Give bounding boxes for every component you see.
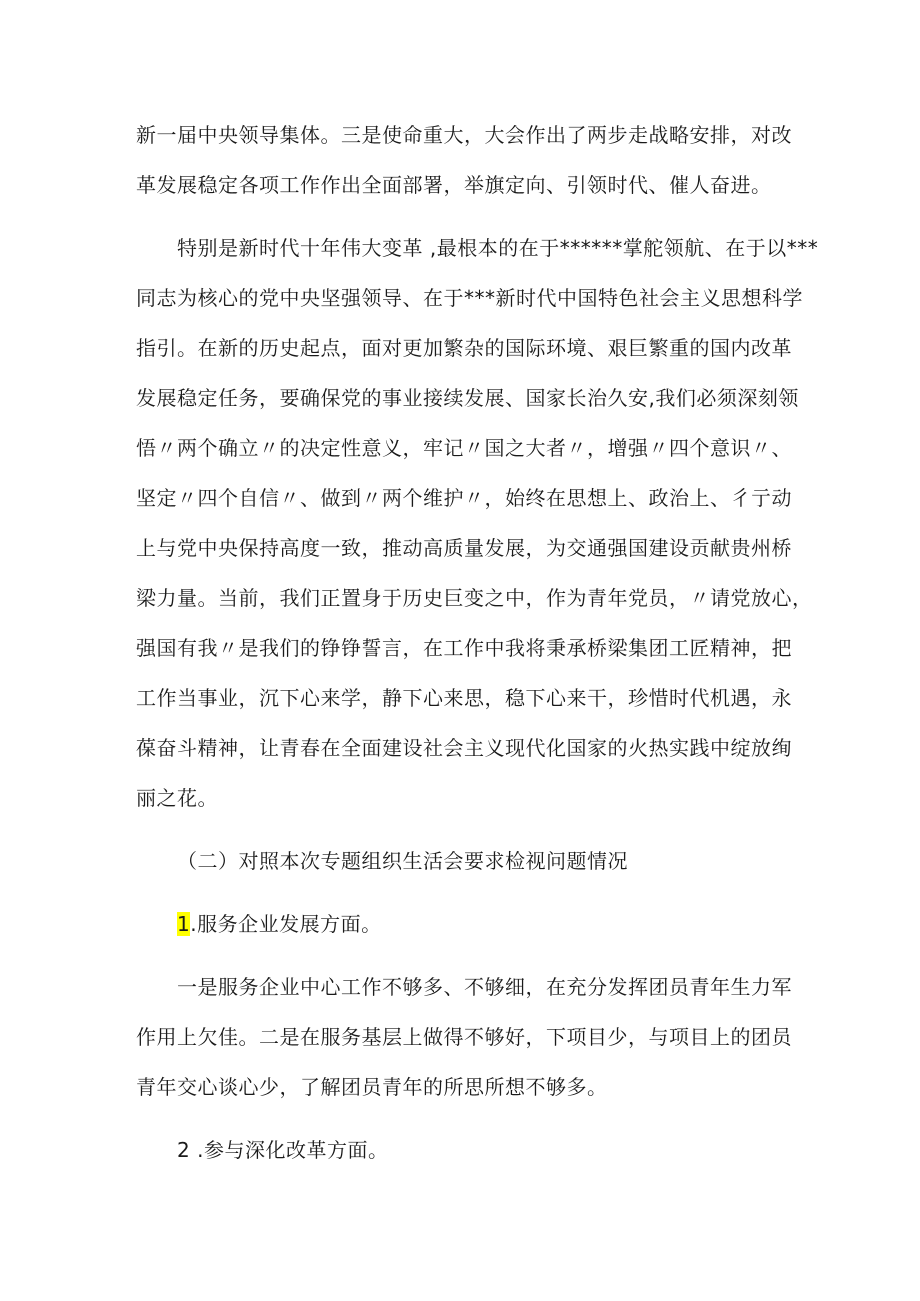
paragraph-line: 青年交心谈心少，了解团员青年的所思所想不够多。 xyxy=(136,1075,608,1099)
section-heading: （二）对照本次专题组织生活会要求检视问题情况 xyxy=(177,849,628,873)
paragraph-line: 梁力量。当前，我们正置身于历史巨变之中，作为青年党员，〃请党放心， xyxy=(136,586,813,610)
paragraph-line: 革发展稳定各项工作作出全面部署，举旗定向、引领时代、催人奋进。 xyxy=(136,173,772,197)
paragraph-line: 同志为核心的党中央坚强领导、在于***新时代中国特色社会主义思想科学 xyxy=(136,286,803,310)
paragraph-line: 葆奋斗精神，让青春在全面建设社会主义现代化国家的火热实践中绽放绚 xyxy=(136,736,792,760)
paragraph-line: 新一届中央领导集体。三是使命重大，大会作出了两步走战略安排，对改 xyxy=(136,123,792,147)
item-heading-text: .服务企业发展方面。 xyxy=(190,912,382,936)
paragraph-line: 发展稳定任务，要确保党的事业接续发展、国家长治久安,我们必须深刻领 xyxy=(136,386,799,410)
paragraph-line: 作用上欠佳。二是在服务基层上做得不够好，下项目少，与项目上的团员 xyxy=(136,1025,792,1049)
paragraph-line: 上与党中央保持高度一致，推动高质量发展，为交通强国建设贡献贵州桥 xyxy=(136,536,792,560)
item-heading: 2 .参与深化改革方面。 xyxy=(177,1138,389,1162)
paragraph-line: 指引。在新的历史起点，面对更加繁杂的国际环境、艰巨繁重的国内改革 xyxy=(136,336,792,360)
paragraph-line: 坚定〃四个自信〃、做到〃两个维护〃，始终在思想上、政治上、彳亍动 xyxy=(136,486,792,510)
paragraph-line: 悟〃两个确立〃的决定性意义，牢记〃国之大者〃，增强〃四个意识〃、 xyxy=(136,436,792,460)
paragraph-line: 丽之花。 xyxy=(136,786,218,810)
paragraph-line: 一是服务企业中心工作不够多、不够细，在充分发挥团员青年生力军 xyxy=(177,975,792,999)
paragraph-line: 强国有我〃是我们的铮铮誓言，在工作中我将秉承桥梁集团工匠精神，把 xyxy=(136,636,792,660)
paragraph-line: 特别是新时代十年伟大变革 ,最根本的在于******掌舵领航、在于以*** xyxy=(177,236,819,260)
paragraph-line: 工作当事业，沉下心来学，静下心来思，稳下心来干，珍惜时代机遇，永 xyxy=(136,686,792,710)
highlighted-number: 1 xyxy=(177,912,191,936)
item-heading xyxy=(177,910,382,938)
